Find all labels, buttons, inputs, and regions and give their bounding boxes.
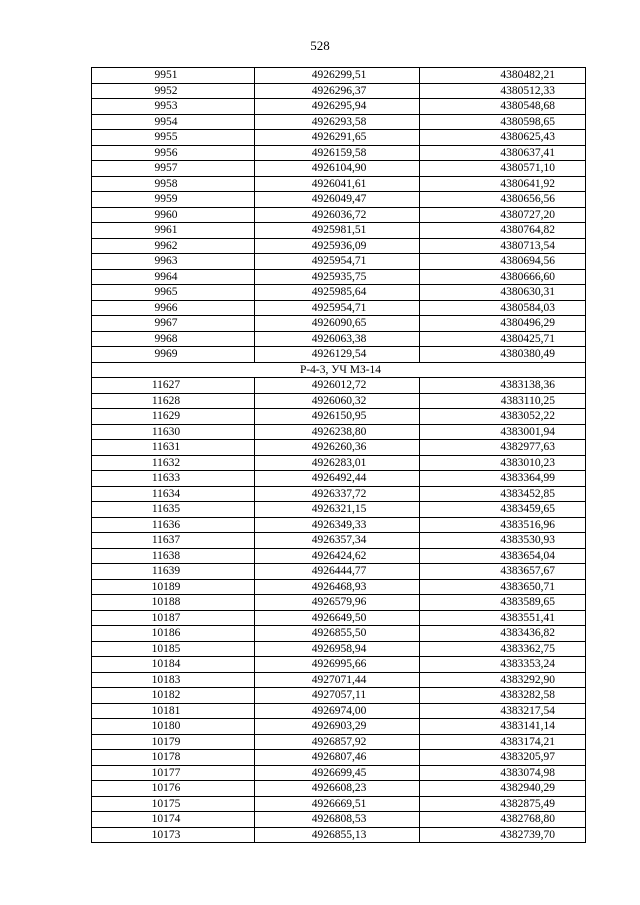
y-coordinate-cell: 4380630,31 [420, 285, 586, 301]
table-row [92, 176, 586, 192]
table-row [92, 455, 586, 471]
table-row [92, 657, 586, 673]
table-row [92, 579, 586, 595]
point-number-cell: 9962 [92, 238, 255, 254]
y-coordinate-cell: 4380656,56 [420, 192, 586, 208]
point-number-cell: 9963 [92, 254, 255, 270]
y-coordinate-cell: 4380637,41 [420, 145, 586, 161]
table-row [92, 765, 586, 781]
x-coordinate-cell: 4926669,51 [255, 796, 420, 812]
x-coordinate-cell: 4926699,45 [255, 765, 420, 781]
table-row [92, 502, 586, 518]
y-coordinate-cell: 4380666,60 [420, 269, 586, 285]
table-row [92, 331, 586, 347]
x-coordinate-cell: 4925954,71 [255, 254, 420, 270]
point-number-cell: 10185 [92, 641, 255, 657]
table-row [92, 207, 586, 223]
point-number-cell: 9951 [92, 68, 255, 84]
point-number-cell: 10181 [92, 703, 255, 719]
y-coordinate-cell: 4383205,97 [420, 750, 586, 766]
x-coordinate-cell: 4926995,66 [255, 657, 420, 673]
table-row [92, 517, 586, 533]
point-number-cell: 10180 [92, 719, 255, 735]
point-number-cell: 11632 [92, 455, 255, 471]
x-coordinate-cell: 4926283,01 [255, 455, 420, 471]
table-row [92, 254, 586, 270]
y-coordinate-cell: 4380425,71 [420, 331, 586, 347]
point-number-cell: 11634 [92, 486, 255, 502]
table-row [92, 99, 586, 115]
table-row [92, 393, 586, 409]
table-row [92, 533, 586, 549]
y-coordinate-cell: 4383362,75 [420, 641, 586, 657]
x-coordinate-cell: 4926357,34 [255, 533, 420, 549]
x-coordinate-cell: 4926238,80 [255, 424, 420, 440]
point-number-cell: 10187 [92, 610, 255, 626]
y-coordinate-cell: 4380482,21 [420, 68, 586, 84]
section-heading-row [92, 362, 586, 378]
table-row [92, 703, 586, 719]
y-coordinate-cell: 4383650,71 [420, 579, 586, 595]
point-number-cell: 10186 [92, 626, 255, 642]
coordinates-table [91, 67, 586, 843]
table-row [92, 192, 586, 208]
y-coordinate-cell: 4383052,22 [420, 409, 586, 425]
x-coordinate-cell: 4925936,09 [255, 238, 420, 254]
point-number-cell: 10183 [92, 672, 255, 688]
y-coordinate-cell: 4380641,92 [420, 176, 586, 192]
x-coordinate-cell: 4926291,65 [255, 130, 420, 146]
y-coordinate-cell: 4382875,49 [420, 796, 586, 812]
point-number-cell: 9958 [92, 176, 255, 192]
point-number-cell: 11633 [92, 471, 255, 487]
y-coordinate-cell: 4382768,80 [420, 812, 586, 828]
point-number-cell: 9952 [92, 83, 255, 99]
table-row [92, 114, 586, 130]
y-coordinate-cell: 4383217,54 [420, 703, 586, 719]
y-coordinate-cell: 4383364,99 [420, 471, 586, 487]
x-coordinate-cell: 4926296,37 [255, 83, 420, 99]
point-number-cell: 9966 [92, 300, 255, 316]
y-coordinate-cell: 4383516,96 [420, 517, 586, 533]
y-coordinate-cell: 4380694,56 [420, 254, 586, 270]
x-coordinate-cell: 4926579,96 [255, 595, 420, 611]
point-number-cell: 10175 [92, 796, 255, 812]
x-coordinate-cell: 4927071,44 [255, 672, 420, 688]
point-number-cell: 11629 [92, 409, 255, 425]
y-coordinate-cell: 4383589,65 [420, 595, 586, 611]
point-number-cell: 11636 [92, 517, 255, 533]
table-row [92, 409, 586, 425]
point-number-cell: 10174 [92, 812, 255, 828]
x-coordinate-cell: 4926337,72 [255, 486, 420, 502]
y-coordinate-cell: 4383292,90 [420, 672, 586, 688]
table-row [92, 781, 586, 797]
point-number-cell: 9957 [92, 161, 255, 177]
y-coordinate-cell: 4383010,23 [420, 455, 586, 471]
table-row [92, 672, 586, 688]
table-row [92, 486, 586, 502]
point-number-cell: 10178 [92, 750, 255, 766]
x-coordinate-cell: 4926492,44 [255, 471, 420, 487]
x-coordinate-cell: 4925935,75 [255, 269, 420, 285]
table-row [92, 130, 586, 146]
table-row [92, 300, 586, 316]
x-coordinate-cell: 4926041,61 [255, 176, 420, 192]
x-coordinate-cell: 4925954,71 [255, 300, 420, 316]
table-row [92, 223, 586, 239]
y-coordinate-cell: 4383001,94 [420, 424, 586, 440]
table-row [92, 440, 586, 456]
table-row [92, 688, 586, 704]
point-number-cell: 9961 [92, 223, 255, 239]
point-number-cell: 9955 [92, 130, 255, 146]
section-heading-body [92, 362, 586, 378]
table-body-top [92, 68, 586, 363]
x-coordinate-cell: 4925985,64 [255, 285, 420, 301]
x-coordinate-cell: 4926159,58 [255, 145, 420, 161]
table-row [92, 347, 586, 363]
point-number-cell: 10184 [92, 657, 255, 673]
point-number-cell: 11627 [92, 378, 255, 394]
x-coordinate-cell: 4926104,90 [255, 161, 420, 177]
point-number-cell: 9964 [92, 269, 255, 285]
y-coordinate-cell: 4382940,29 [420, 781, 586, 797]
section-heading: Р-4-3, УЧ МЗ-14 [92, 362, 586, 378]
point-number-cell: 11635 [92, 502, 255, 518]
point-number-cell: 9953 [92, 99, 255, 115]
y-coordinate-cell: 4380764,82 [420, 223, 586, 239]
x-coordinate-cell: 4926608,23 [255, 781, 420, 797]
point-number-cell: 9954 [92, 114, 255, 130]
table-row [92, 145, 586, 161]
x-coordinate-cell: 4926060,32 [255, 393, 420, 409]
x-coordinate-cell: 4926808,53 [255, 812, 420, 828]
point-number-cell: 9969 [92, 347, 255, 363]
y-coordinate-cell: 4383551,41 [420, 610, 586, 626]
x-coordinate-cell: 4926958,94 [255, 641, 420, 657]
point-number-cell: 9956 [92, 145, 255, 161]
table-row [92, 796, 586, 812]
point-number-cell: 10189 [92, 579, 255, 595]
y-coordinate-cell: 4383282,58 [420, 688, 586, 704]
point-number-cell: 11630 [92, 424, 255, 440]
x-coordinate-cell: 4926049,47 [255, 192, 420, 208]
x-coordinate-cell: 4926129,54 [255, 347, 420, 363]
x-coordinate-cell: 4926649,50 [255, 610, 420, 626]
y-coordinate-cell: 4383459,65 [420, 502, 586, 518]
table-row [92, 610, 586, 626]
x-coordinate-cell: 4926349,33 [255, 517, 420, 533]
x-coordinate-cell: 4926424,62 [255, 548, 420, 564]
x-coordinate-cell: 4926012,72 [255, 378, 420, 394]
y-coordinate-cell: 4383138,36 [420, 378, 586, 394]
point-number-cell: 9968 [92, 331, 255, 347]
point-number-cell: 11631 [92, 440, 255, 456]
y-coordinate-cell: 4380625,43 [420, 130, 586, 146]
table-row [92, 68, 586, 84]
point-number-cell: 11628 [92, 393, 255, 409]
table-row [92, 719, 586, 735]
point-number-cell: 9960 [92, 207, 255, 223]
y-coordinate-cell: 4380727,20 [420, 207, 586, 223]
point-number-cell: 11638 [92, 548, 255, 564]
table-row [92, 626, 586, 642]
table-row [92, 269, 586, 285]
table-row [92, 161, 586, 177]
table-row [92, 378, 586, 394]
x-coordinate-cell: 4926293,58 [255, 114, 420, 130]
y-coordinate-cell: 4383436,82 [420, 626, 586, 642]
table-row [92, 471, 586, 487]
x-coordinate-cell: 4926903,29 [255, 719, 420, 735]
table-row [92, 595, 586, 611]
table-row [92, 812, 586, 828]
x-coordinate-cell: 4926321,15 [255, 502, 420, 518]
table-row [92, 641, 586, 657]
x-coordinate-cell: 4926855,50 [255, 626, 420, 642]
point-number-cell: 10188 [92, 595, 255, 611]
point-number-cell: 10182 [92, 688, 255, 704]
point-number-cell: 10177 [92, 765, 255, 781]
point-number-cell: 9965 [92, 285, 255, 301]
x-coordinate-cell: 4926974,00 [255, 703, 420, 719]
y-coordinate-cell: 4380512,33 [420, 83, 586, 99]
y-coordinate-cell: 4383174,21 [420, 734, 586, 750]
x-coordinate-cell: 4926444,77 [255, 564, 420, 580]
y-coordinate-cell: 4380598,65 [420, 114, 586, 130]
x-coordinate-cell: 4926090,65 [255, 316, 420, 332]
point-number-cell: 9959 [92, 192, 255, 208]
y-coordinate-cell: 4383530,93 [420, 533, 586, 549]
x-coordinate-cell: 4926807,46 [255, 750, 420, 766]
x-coordinate-cell: 4927057,11 [255, 688, 420, 704]
table-row [92, 548, 586, 564]
table-body-bottom [92, 378, 586, 843]
table-row [92, 750, 586, 766]
x-coordinate-cell: 4926295,94 [255, 99, 420, 115]
y-coordinate-cell: 4380380,49 [420, 347, 586, 363]
y-coordinate-cell: 4380584,03 [420, 300, 586, 316]
table-row [92, 424, 586, 440]
x-coordinate-cell: 4926857,92 [255, 734, 420, 750]
table-row [92, 827, 586, 843]
y-coordinate-cell: 4382977,63 [420, 440, 586, 456]
table-row [92, 83, 586, 99]
x-coordinate-cell: 4926855,13 [255, 827, 420, 843]
y-coordinate-cell: 4380548,68 [420, 99, 586, 115]
page-number: 528 [310, 38, 330, 53]
x-coordinate-cell: 4926063,38 [255, 331, 420, 347]
y-coordinate-cell: 4383654,04 [420, 548, 586, 564]
x-coordinate-cell: 4926036,72 [255, 207, 420, 223]
point-number-cell: 10176 [92, 781, 255, 797]
x-coordinate-cell: 4926468,93 [255, 579, 420, 595]
y-coordinate-cell: 4383141,14 [420, 719, 586, 735]
y-coordinate-cell: 4383074,98 [420, 765, 586, 781]
y-coordinate-cell: 4383353,24 [420, 657, 586, 673]
point-number-cell: 11637 [92, 533, 255, 549]
table-row [92, 238, 586, 254]
y-coordinate-cell: 4380713,54 [420, 238, 586, 254]
point-number-cell: 11639 [92, 564, 255, 580]
table-row [92, 564, 586, 580]
x-coordinate-cell: 4926299,51 [255, 68, 420, 84]
y-coordinate-cell: 4382739,70 [420, 827, 586, 843]
point-number-cell: 9967 [92, 316, 255, 332]
point-number-cell: 10173 [92, 827, 255, 843]
y-coordinate-cell: 4380496,29 [420, 316, 586, 332]
y-coordinate-cell: 4383657,67 [420, 564, 586, 580]
x-coordinate-cell: 4926260,36 [255, 440, 420, 456]
y-coordinate-cell: 4383452,85 [420, 486, 586, 502]
y-coordinate-cell: 4383110,25 [420, 393, 586, 409]
table-row [92, 316, 586, 332]
y-coordinate-cell: 4380571,10 [420, 161, 586, 177]
table-row [92, 734, 586, 750]
table-row [92, 285, 586, 301]
x-coordinate-cell: 4926150,95 [255, 409, 420, 425]
x-coordinate-cell: 4925981,51 [255, 223, 420, 239]
point-number-cell: 10179 [92, 734, 255, 750]
